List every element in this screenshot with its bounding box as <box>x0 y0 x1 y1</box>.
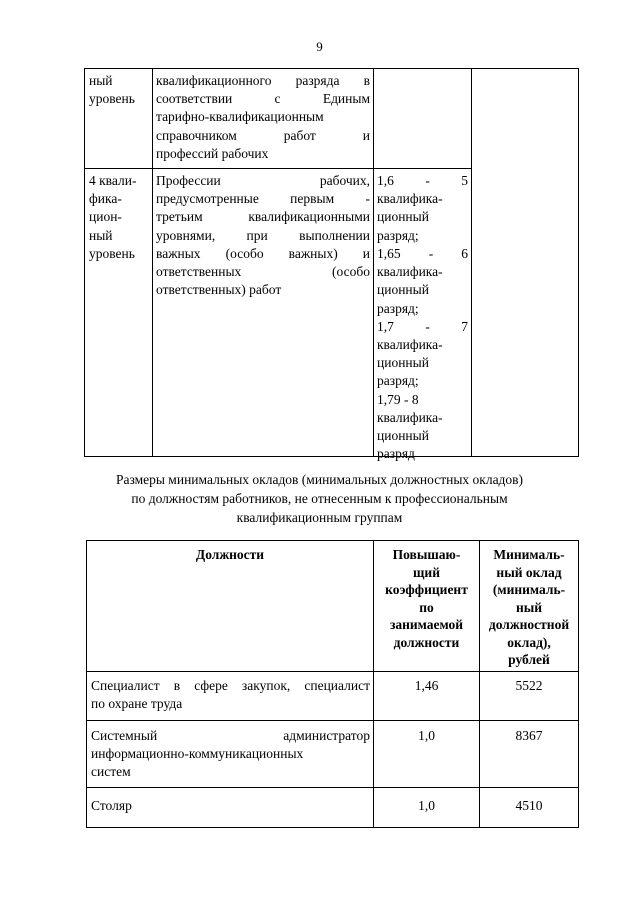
description-text-line: квалификационного разряда в <box>156 73 370 88</box>
level-text-line: уровень <box>89 91 135 107</box>
header-text-line: ный оклад <box>496 564 562 580</box>
header-text-line: должностной <box>488 617 570 633</box>
table1-right-border <box>578 68 579 457</box>
table2-header-divider <box>86 671 578 672</box>
coefficient-text-line: ционный <box>377 428 429 444</box>
row1-level-cell <box>89 72 149 108</box>
table-row-salary: 8367 <box>515 728 543 743</box>
level-text-line: фика- <box>89 191 122 207</box>
table2-right-border <box>578 540 579 828</box>
coefficient-text-line: разряд <box>377 446 415 462</box>
table2-row-divider <box>86 787 578 788</box>
table1-row-divider <box>84 168 471 169</box>
header-text-line: (минималь- <box>492 582 566 598</box>
description-text-line: Профессии рабочих, <box>156 173 370 188</box>
coefficient-text-line: квалифика- <box>377 336 443 352</box>
table2-bottom-border <box>86 827 578 828</box>
level-text-line: ный <box>89 73 113 88</box>
position-text-line: Системный администратор <box>91 728 370 743</box>
level-text-line: уровень <box>89 245 135 261</box>
table1-col-divider-3 <box>471 68 472 457</box>
table1-left-border <box>84 68 85 457</box>
position-text-line: Специалист в сфере закупок, специалист <box>91 678 370 693</box>
header-text-line: рублей <box>508 652 550 668</box>
table-row-position <box>91 677 370 713</box>
position-text-line: Столяр <box>91 798 132 813</box>
table1-top-border <box>84 68 578 69</box>
coefficient-text-line: 1,6 - 5 <box>377 173 468 188</box>
row2-description-cell <box>156 172 370 300</box>
description-text-line: третьим квалификационными <box>156 209 370 225</box>
description-text-line: справочником работ и <box>156 127 370 143</box>
table1-bottom-border <box>84 456 578 457</box>
coefficient-text-line: ционный <box>377 355 429 371</box>
coefficient-text-line: разряд; <box>377 373 419 389</box>
coefficient-text-line: ционный <box>377 282 429 298</box>
coefficient-text-line: разряд; <box>377 227 419 243</box>
position-text-line: систем <box>91 764 131 780</box>
table-row-salary: 5522 <box>515 678 543 693</box>
header-salary <box>480 546 578 669</box>
row2-level-cell <box>89 172 149 263</box>
coefficient-text-line: 1,79 - 8 <box>377 391 419 407</box>
coefficient-text-line: 1,65 - 6 <box>377 245 468 261</box>
table1-col-divider-2 <box>373 68 374 457</box>
coefficient-text-line: квалифика- <box>377 264 443 280</box>
table-row-position <box>91 727 370 782</box>
header-text-line: ный <box>515 599 543 615</box>
row2-coefficient-cell <box>377 172 468 464</box>
header-position <box>87 546 373 564</box>
header-coefficient <box>374 546 479 651</box>
caption-line: по должностям работников, не отнесенным к профессиональным <box>131 490 508 506</box>
caption-line: квалификационным группам <box>236 509 403 525</box>
header-text: Должности <box>195 547 265 562</box>
coefficient-text-line: 1,7 - 7 <box>377 318 468 334</box>
row1-description-cell <box>156 72 370 163</box>
header-text-line: занимаемой <box>389 617 464 633</box>
description-text-line: профессий рабочих <box>156 145 269 161</box>
level-text-line: ный <box>89 227 113 243</box>
description-text-line: ответственных (особо <box>156 264 370 280</box>
position-text-line: информационно-коммуникационных <box>91 746 304 762</box>
table-row-position <box>91 797 370 815</box>
section-caption <box>60 471 579 528</box>
description-text-line: тарифно-квалификационным <box>156 109 324 125</box>
table2-top-border <box>86 540 578 541</box>
description-text-line: предусмотренные первым - <box>156 191 370 207</box>
description-text-line: уровнями, при выполнении <box>156 227 370 243</box>
table2-left-border <box>86 540 87 828</box>
table1-col-divider-1 <box>152 68 153 457</box>
table-row-coefficient: 1,46 <box>414 678 439 693</box>
header-text-line: должности <box>393 634 460 650</box>
description-text-line: ответственных) работ <box>156 282 282 298</box>
header-text-line: по <box>419 599 434 615</box>
header-text-line: коэффициент <box>385 582 468 598</box>
header-text-line: оклад), <box>507 634 551 650</box>
coefficient-text-line: разряд; <box>377 300 419 316</box>
table-row-coefficient: 1,0 <box>418 798 435 813</box>
coefficient-text-line: квалифика- <box>377 191 443 207</box>
level-text-line: цион- <box>89 209 122 225</box>
coefficient-text-line: ционный <box>377 209 429 225</box>
table-row-coefficient: 1,0 <box>418 728 435 743</box>
caption-line: Размеры минимальных окладов (минимальных должностных окладов) <box>115 472 524 487</box>
level-text-line: 4 квали- <box>89 173 137 188</box>
description-text-line: соответствии с Единым <box>156 91 370 107</box>
description-text-line: важных (особо важных) и <box>156 245 370 261</box>
header-text-line: щий <box>413 564 440 580</box>
coefficient-text-line: квалифика- <box>377 409 443 425</box>
table-row-salary: 4510 <box>515 798 543 813</box>
position-text-line: по охране труда <box>91 696 183 712</box>
header-text-line: Повышаю- <box>392 547 461 562</box>
header-text-line: Минималь- <box>493 547 565 562</box>
page-number: 9 <box>316 39 323 54</box>
table2-row-divider <box>86 720 578 721</box>
